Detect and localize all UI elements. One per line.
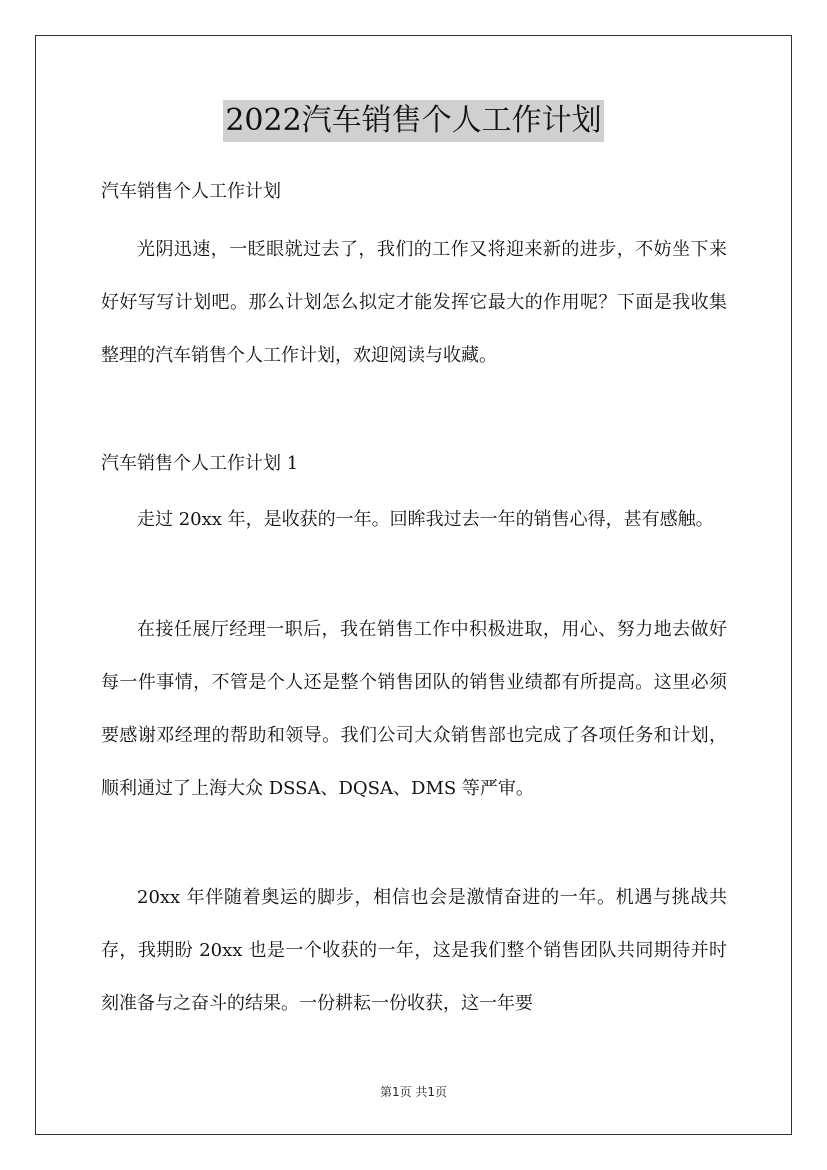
intro-paragraph: 光阴迅速，一眨眼就过去了，我们的工作又将迎来新的进步，不妨坐下来好好写写计划吧。那么计划怎么拟定才能发挥它最大的作用呢？下面是我收集整理的汽车销售个人工作计划，欢迎阅读与收藏。 <box>101 239 727 366</box>
paragraph-1: 走过 20xx 年，是收获的一年。回眸我过去一年的销售心得，甚有感触。 <box>137 509 714 530</box>
paragraph-3: 20xx 年伴随着奥运的脚步，相信也会是激情奋进的一年。机遇与挑战共存，我期盼 20xx 也是一个收获的一年，这是我们整个销售团队共同期待并时刻准备与之奋斗的结果。一份耕耘一份收获，这一年要 <box>101 887 727 1014</box>
intro-heading: 汽车销售个人工作计划 <box>101 181 281 202</box>
paragraph-2: 在接任展厅经理一职后，我在销售工作中积极进取，用心、努力地去做好每一件事情，不管是个人还是整个销售团队的销售业绩都有所提高。这里必须要感谢邓经理的帮助和领导。我们公司大众销售部也完成了各项任务和计划，顺利通过了上海大众 DSSA、DQSA、DMS 等严审。 <box>101 619 727 799</box>
document-title: 2022汽车销售个人工作计划 <box>223 100 603 142</box>
title-container <box>0 100 827 142</box>
section-heading: 汽车销售个人工作计划 1 <box>101 453 299 474</box>
page-footer: 第1页 共1页 <box>379 1085 448 1099</box>
